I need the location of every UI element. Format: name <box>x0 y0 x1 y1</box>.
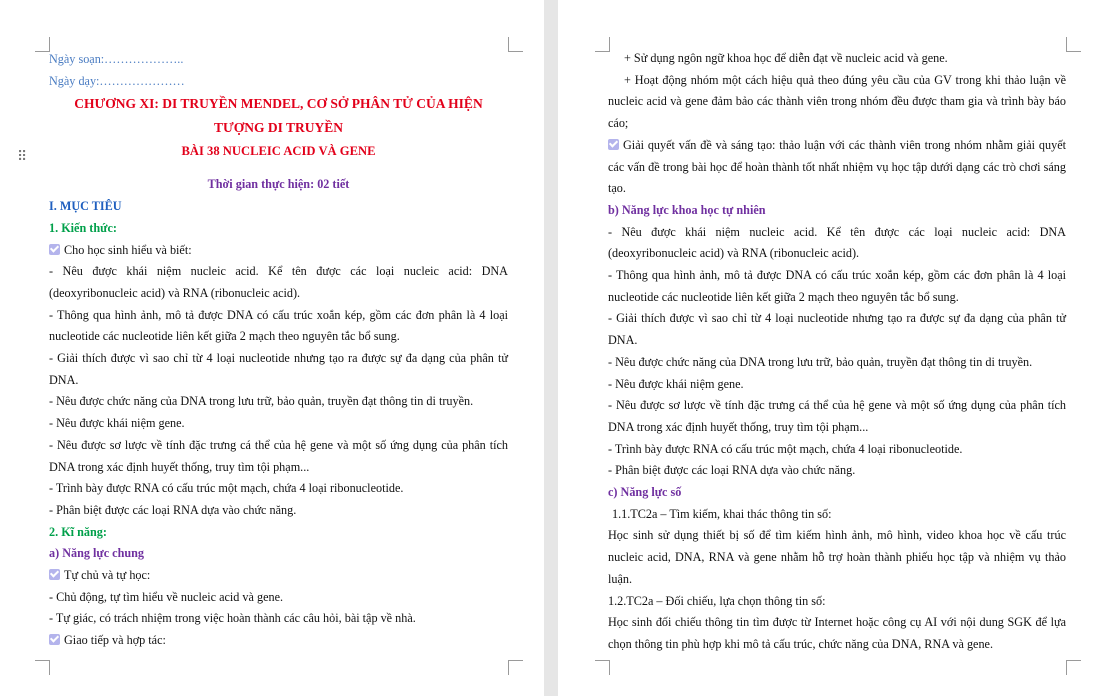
chapter-title: CHƯƠNG XI: DI TRUYỀN MENDEL, CƠ SỞ PHÂN TỬ CỦA HIỆN TƯỢNG DI TRUYỀN <box>74 96 483 136</box>
knowledge-item: - Nêu được khái niệm gene. <box>49 416 185 431</box>
communication-item: + Sử dụng ngôn ngữ khoa học để diễn đạt về nucleic acid và gene. <box>624 51 948 65</box>
checkbox-icon[interactable] <box>608 139 619 150</box>
crop-mark <box>35 37 50 52</box>
digital-subheading: 1.2.TC2a – Đối chiếu, lựa chọn thông tin số: <box>608 593 826 608</box>
digital-text: Học sinh sử dụng thiết bị số để tìm kiếm hình ảnh, mô hình, video khoa học về cấu trúc nucleic acid, DNA, RNA và gene nhằm hỗ trợ hoàn thành phiếu học tập và nhiệm vụ thảo luận. <box>608 528 1066 586</box>
drag-handle-icon[interactable]: ⠿ <box>17 149 27 165</box>
knowledge-heading: 1. Kiến thức: <box>49 220 117 235</box>
section-heading: I. MỤC TIÊU <box>49 199 122 214</box>
crop-mark <box>1066 37 1081 52</box>
checklist-item: Giải quyết vấn đề và sáng tạo: thảo luận với các thành viên trong nhóm nhằm giải quyết các vấn đề trong bài học để hoàn thành tốt nhất nhiệm vụ học tập dưới dạng các trò chơi sáng tạo. <box>608 137 1066 196</box>
checkbox-icon[interactable] <box>49 634 60 645</box>
digital-competency-heading: c) Năng lực số <box>608 485 682 500</box>
prep-date: Ngày soạn:……………….. <box>49 52 184 66</box>
crop-mark <box>508 37 523 52</box>
science-item: - Nêu được khái niệm nucleic acid. Kể tên được các loại nucleic acid: DNA (deoxyribonucleic acid) và RNA (ribonucleic acid). <box>608 224 1066 261</box>
document-page-left <box>0 0 544 696</box>
self-study-item: - Tự giác, có trách nhiệm trong việc hoàn thành các câu hỏi, bài tập về nhà. <box>49 611 416 626</box>
duration: Thời gian thực hiện: 02 tiết <box>207 177 350 192</box>
page-content[interactable] <box>608 48 1066 656</box>
science-item: - Nêu được chức năng của DNA trong lưu trữ, bảo quản, truyền đạt thông tin di truyền. <box>608 354 1033 369</box>
communication-item: + Hoạt động nhóm một cách hiệu quả theo đúng yêu cầu của GV trong khi thảo luận về nucleic acid và gene đảm bảo các thành viên trong nhóm đều được tham gia và trình bày báo cáo; <box>608 72 1066 131</box>
digital-text: Học sinh đối chiếu thông tin tìm được từ Internet hoặc công cụ AI với nội dung SGK để lựa chọn thông tin phù hợp khi mô tả cấu trúc, chức năng của DNA, RNA và gene. <box>608 615 1066 651</box>
lesson-title: BÀI 38 NUCLEIC ACID VÀ GENE <box>181 144 376 159</box>
digital-subheading: 1.1.TC2a – Tìm kiếm, khai thác thông tin số: <box>612 506 832 521</box>
knowledge-item: - Nêu được sơ lược về tính đặc trưng cá thể của hệ gene và một số ứng dụng của phân tích DNA trong xác định huyết thống, truy tìm tội phạm... <box>49 437 508 474</box>
science-competency-heading: b) Năng lực khoa học tự nhiên <box>608 202 766 217</box>
crop-mark <box>595 660 610 675</box>
document-page-right <box>558 0 1098 696</box>
checkbox-icon[interactable] <box>49 569 60 580</box>
science-item: - Thông qua hình ảnh, mô tả được DNA có cấu trúc xoắn kép, gồm các đơn phân là 4 loại nucleotide các nucleotide liên kết giữa 2 mạch theo nguyên tắc bổ sung. <box>608 268 1066 304</box>
science-item: - Nêu được khái niệm gene. <box>608 376 744 391</box>
crop-mark <box>1066 660 1081 675</box>
science-item: - Phân biệt được các loại RNA dựa vào chức năng. <box>608 463 856 478</box>
checkbox-icon[interactable] <box>49 244 60 255</box>
checklist-item: Tự chủ và tự học: <box>49 565 508 587</box>
teach-date: Ngày dạy:………………… <box>49 73 185 88</box>
checklist-item: Cho học sinh hiểu và biết: <box>49 240 508 262</box>
science-item: - Nêu được sơ lược về tính đặc trưng cá thể của hệ gene và một số ứng dụng của phân tích DNA trong xác định huyết thống, truy tìm tội phạm... <box>608 398 1066 434</box>
science-item: - Trình bày được RNA có cấu trúc một mạch, chứa 4 loại ribonucleotide. <box>608 441 963 456</box>
checklist-item: Giao tiếp và hợp tác: <box>49 630 508 652</box>
self-study-item: - Chủ động, tự tìm hiểu về nucleic acid và gene. <box>49 589 284 604</box>
general-competency-heading: a) Năng lực chung <box>49 546 145 561</box>
knowledge-item: - Nêu được khái niệm nucleic acid. Kể tên được các loại nucleic acid: DNA (deoxyribonucleic acid) và RNA (ribonucleic acid). <box>49 264 508 300</box>
page-gap <box>544 0 558 696</box>
page-content[interactable] <box>49 49 508 652</box>
knowledge-item: - Phân biệt được các loại RNA dựa vào chức năng. <box>49 502 297 517</box>
knowledge-item: - Giải thích được vì sao chỉ từ 4 loại nucleotide nhưng tạo ra được sự đa dạng của phân tử DNA. <box>49 351 508 387</box>
skills-heading: 2. Kĩ năng: <box>49 524 107 539</box>
crop-mark <box>508 660 523 675</box>
knowledge-item: - Thông qua hình ảnh, mô tả được DNA có cấu trúc xoắn kép, gồm các đơn phân là 4 loại nucleotide các nucleotide liên kết giữa 2 mạch theo nguyên tắc bổ sung. <box>49 307 508 344</box>
knowledge-item: - Trình bày được RNA có cấu trúc một mạch, chứa 4 loại ribonucleotide. <box>49 481 404 496</box>
knowledge-item: - Nêu được chức năng của DNA trong lưu trữ, bảo quản, truyền đạt thông tin di truyền. <box>49 394 474 409</box>
science-item: - Giải thích được vì sao chỉ từ 4 loại nucleotide nhưng tạo ra được sự đa dạng của phân tử DNA. <box>608 311 1066 348</box>
crop-mark <box>35 660 50 675</box>
